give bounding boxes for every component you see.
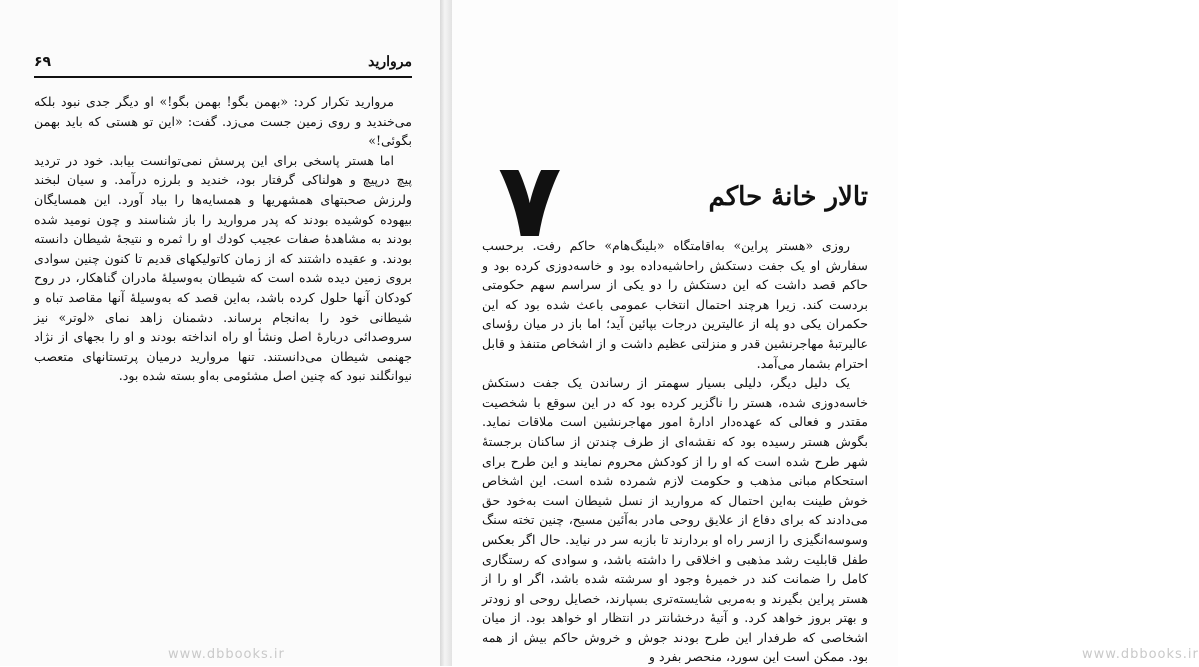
page-number: ۶۹ [34,54,52,70]
right-body-text [482,236,868,667]
right-page [452,0,1199,666]
chapter-number: ۷ [498,139,562,261]
header-rule [34,76,412,78]
watermark-text: www.dbbooks.ir [1082,647,1199,662]
left-body-text [34,92,412,386]
watermark-text: www.dbbooks.ir [168,647,285,662]
running-header [34,54,412,74]
running-title: مرواريد [368,54,412,70]
paragraph: يک دليل ديگر، دليلى بسيار سهمتر از رساندن يک جفت دستكش خاسه‌دوزى شده، هستر را ناگزير كرده بود كه در اين سوقع با شخصيت مقتدر و فعالى كه عهده‌دار ادارهٔ امور مهاجرنشين است ملاقات نمايد. بگوش هستر رسيده بود كه نقشه‌اى از طرف چندتن از ساكنان برجستهٔ شهر طرح شده است كه او را از كودكش محروم نمايند و اين طرح براى استحكام مبانى مذهب و حكومت لازم شمرده شده است. اين اشخاص خوش طينت به‌اين احتمال كه مرواريد از نسل شيطان است به‌خود حق مى‌دادند كه براى دفاع از علايق روحى مادر به‌آئين مسيح، چنين تخته سنگ وسوسه‌انگيزى را ازسر راه او بردارند تا بازبه سر در نيايد. حال اگر بعكس طفل قابليت رشد مذهبى و اخلاقى را داشته باشد، و سوادى كه رستگارى كامل را ضمانت كند در خميرهٔ وجود او سرشته شده باشد، اگر او را از هستر پراين بگيرند و به‌مربى شايسته‌ترى بسپارند، خصايل روحى او زودتر و بهتر بروز خواهد كرد. و آتيهٔ درخشانتر در انتظار او خواهد بود. از ميان اشخاصى كه طرفدار اين طرح بودند جوش و خروش حاكم بيش از همه بود. ممكن است اين سورد، منحصر بفرد و [482,375,868,665]
left-page [0,0,440,666]
chapter-title: تالار خانهٔ حاكم [708,182,868,212]
paragraph: اما هستر پاسخى براى اين پرسش نمى‌توانست بيابد. خود در ترديد پيچ درپيچ و هولناكى گرفتار بود، خنديد و بلرزه درآمد. و سيان لبخند ولرزش صحبتهاى همشهريها و همسايه‌ها را بياد آورد. اين همسايگان بيهوده كوشيده بودند كه پدر مرواريد را باز شناسند و چون نوميد شده بودند به مشاهدهٔ صفات عجيب كودك او را ثمره و نتيجهٔ شيطان دانسته بودند. و عقيده داشتند كه از زمان كاتوليكهاى قديم تا كنون چنين سوادى بروى زمين ديده شده است كه شيطان به‌وسيلهٔ مادران گناهكار، در روح كودكان آنها حلول كرده باشد، به‌اين قصد كه به‌وسيلهٔ آنها مقاصد تباه و شيطانى خود را به‌انجام برساند. دشمنان زاهد نماى «لوتر» نيز سروصدائى دربارهٔ اصل ونشأ او راه انداخته بودند و او را بجهاى از نژاد جهنمى شيطان مى‌دانستند. تنها مرواريد درميان پرتستانهاى متعصب نيوانگلند نبود كه چنين اصل مشئومى به‌او بسته شده بود. [34,152,412,384]
paragraph: روزى «هستر پراين» به‌اقامتگاه «بلينگ‌هام» حاكم رفت. برحسب سفارش او يک جفت دستكش راحاشيه‌داده بود و خاسه‌دوزى كرده بود و حاكم قصد داشت كه اين دستكش را دو يكى از سراسم سهم حكومتى بردست كند. زيرا هرچند احتمال انتخاب عمومى باعث شده بود كه اين حكمران يكى دو پله از عاليترين درجات بپائين آيد؛ اما باز در ميان رؤساى عاليرتبهٔ مهاجرنشين قدر و منزلتى عظيم داشت و از اشخاص متنفذ و قابل احترام بشمار مى‌آمد. [482,238,868,371]
paragraph: مرواريد تكرار كرد: «بهمن بگو! بهمن بگو!» او ديگر جدى نبود بلكه مى‌خنديد و روى زمين جست مى‌زد. گفت: «اين تو هستى كه بايد بهمن بگوئى!» [34,94,412,149]
book-gutter [440,0,452,666]
